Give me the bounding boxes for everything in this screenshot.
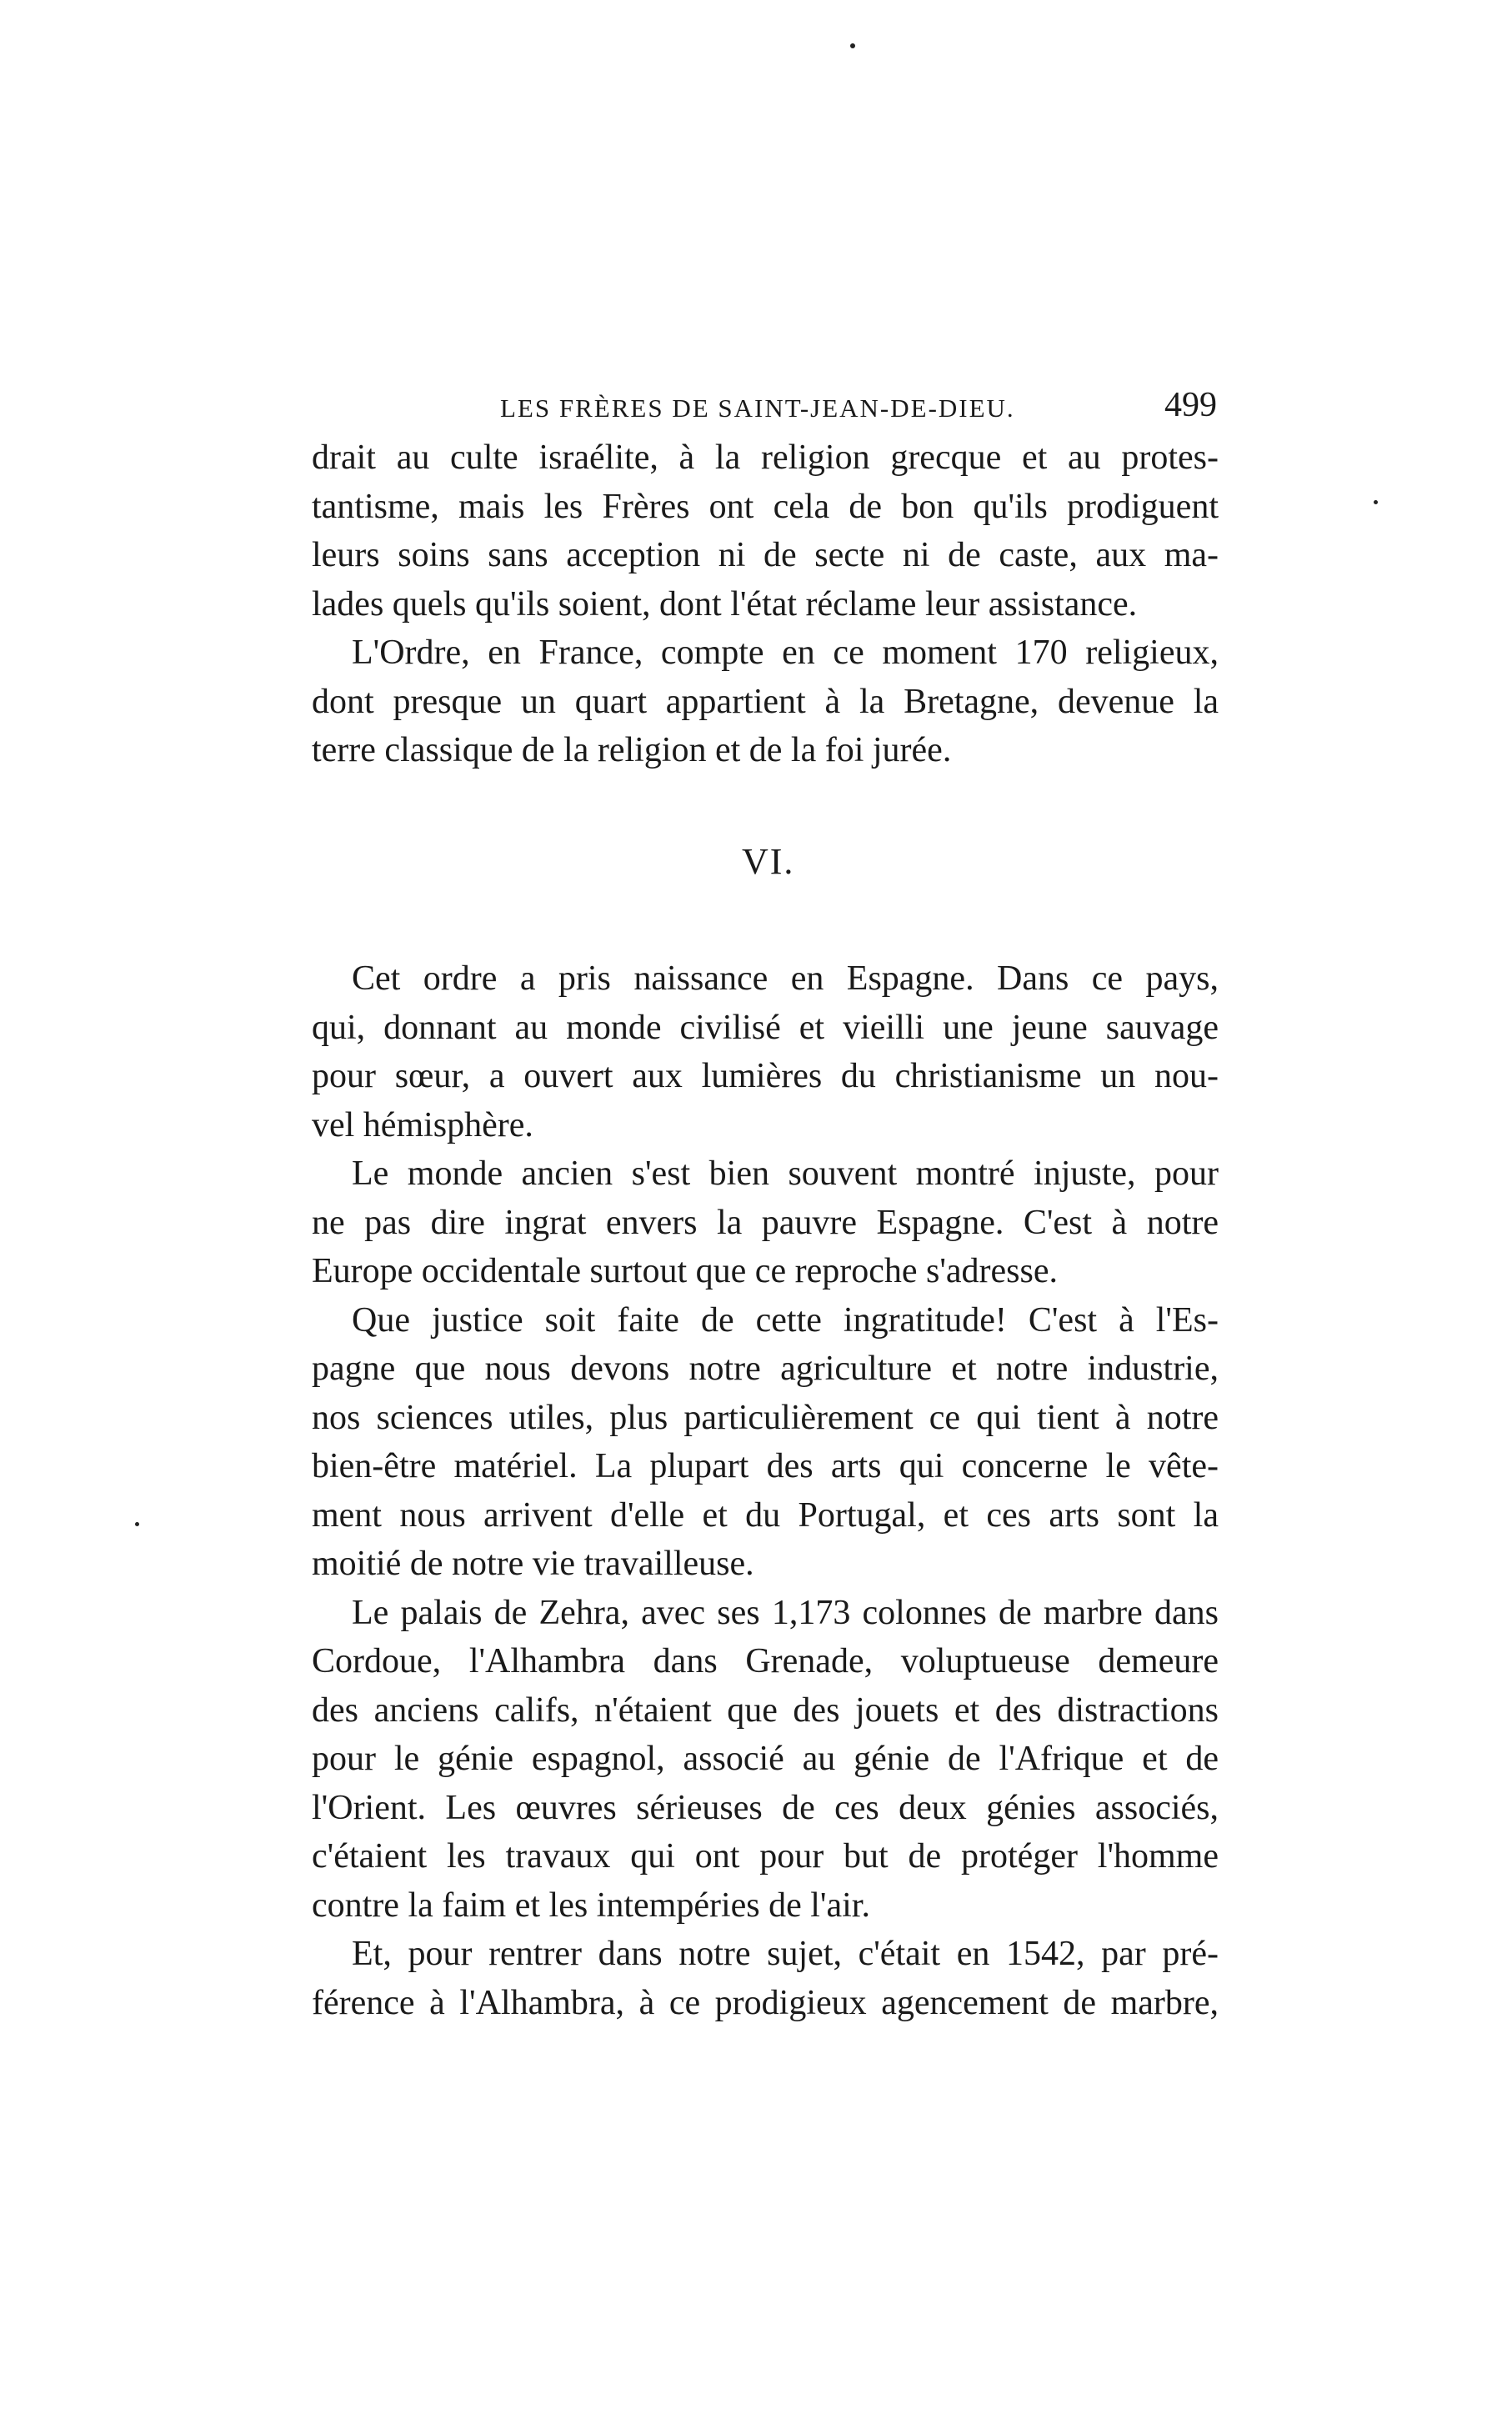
- text-line: l'Orient. Les œuvres sérieuses de ces deux génies associés,: [312, 1788, 1219, 1827]
- text-line: Cet ordre a pris naissance en Espagne. Dans ce pays,: [352, 959, 1219, 998]
- paragraph: [312, 1589, 1219, 1931]
- text-line: pour le génie espagnol, associé au génie de l'Afrique et de: [312, 1740, 1219, 1778]
- ink-speck: [1374, 500, 1378, 504]
- text-line: Cordoue, l'Alhambra dans Grenade, voluptueuse demeure: [312, 1642, 1219, 1680]
- paragraph: [312, 1149, 1219, 1296]
- running-title: LES FRÈRES DE SAINT-JEAN-DE-DIEU.: [500, 393, 1015, 423]
- text-line: dont presque un quart appartient à la Bretagne, devenue la: [312, 682, 1219, 721]
- text-line: lades quels qu'ils soient, dont l'état réclame leur assistance.: [312, 584, 1138, 624]
- text-line: Europe occidentale surtout que ce reproche s'adresse.: [312, 1252, 1059, 1290]
- ink-speck: [135, 1522, 139, 1526]
- text-line: nos sciences utiles, plus particulièrement ce qui tient à notre: [312, 1398, 1219, 1437]
- text-line: drait au culte israélite, à la religion grecque et au protes-: [312, 438, 1219, 477]
- text-line: bien-être matériel. La plupart des arts qui concerne le vête-: [312, 1447, 1219, 1485]
- text-line: vel hémisphère.: [312, 1105, 533, 1144]
- section-heading: VI.: [742, 841, 795, 882]
- text-line: contre la faim et les intempéries de l'air.: [312, 1886, 870, 1925]
- text-line: des anciens califs, n'étaient que des jouets et des distractions: [312, 1690, 1219, 1730]
- text-line: tantisme, mais les Frères ont cela de bon qu'ils prodiguent: [312, 487, 1219, 526]
- paragraph: [312, 954, 1219, 1149]
- text-line: Et, pour rentrer dans notre sujet, c'était en 1542, par pré-: [352, 1935, 1219, 1973]
- text-line: qui, donnant au monde civilisé et vieilli une jeune sauvage: [312, 1008, 1219, 1047]
- text-line: Que justice soit faite de cette ingratitude! C'est à l'Es-: [352, 1300, 1219, 1340]
- text-line: Le monde ancien s'est bien souvent montré injuste, pour: [352, 1154, 1219, 1193]
- text-line: pagne que nous devons notre agriculture et notre industrie,: [312, 1350, 1219, 1388]
- text-line: c'étaient les travaux qui ont pour but de protéger l'homme: [312, 1837, 1219, 1876]
- text-line: leurs soins sans acception ni de secte ni de caste, aux ma-: [312, 536, 1219, 574]
- text-line: pour sœur, a ouvert aux lumières du christianisme un nou-: [312, 1057, 1219, 1095]
- text-line: ment nous arrivent d'elle et du Portugal, et ces arts sont la: [312, 1495, 1219, 1535]
- body-text-top: [312, 433, 1219, 775]
- text-line: Le palais de Zehra, avec ses 1,173 colonnes de marbre dans: [352, 1593, 1219, 1632]
- page-number: 499: [1164, 386, 1217, 424]
- paragraph: [312, 1930, 1219, 2027]
- ink-speck: [850, 43, 855, 48]
- body-text-bottom: [312, 954, 1219, 2027]
- text-line: férence à l'Alhambra, à ce prodigieux agencement de marbre,: [312, 1983, 1219, 2022]
- paragraph: [312, 433, 1219, 629]
- paragraph: [312, 629, 1219, 775]
- text-line: moitié de notre vie travailleuse.: [312, 1545, 754, 1583]
- text-line: L'Ordre, en France, compte en ce moment 170 religieux,: [352, 634, 1219, 672]
- page-header: [500, 385, 1217, 427]
- text-line: ne pas dire ingrat envers la pauvre Espagne. C'est à notre: [312, 1203, 1219, 1242]
- paragraph: [312, 1296, 1219, 1589]
- text-line: terre classique de la religion et de la foi jurée.: [312, 731, 952, 769]
